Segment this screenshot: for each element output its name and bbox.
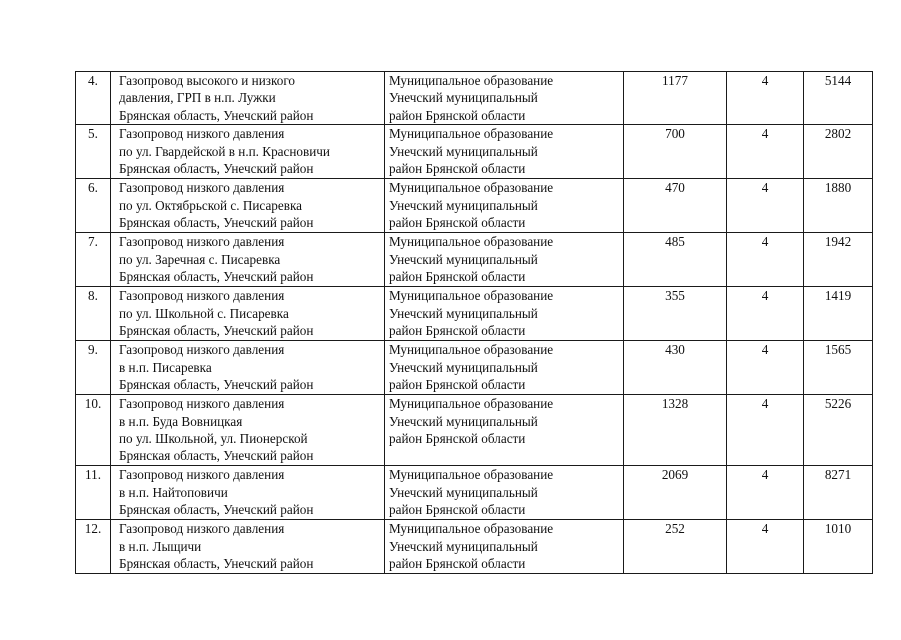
owner-line: Муниципальное образование	[389, 73, 554, 88]
object-name-line: Газопровод низкого давления	[119, 126, 285, 142]
owner-line: Муниципальное образование	[389, 180, 554, 196]
object-name-line: давления, ГРП в н.п. Лужки	[119, 90, 276, 106]
length-value: 700	[624, 125, 727, 179]
object-name-line: по ул. Школьной с. Писаревка	[119, 305, 289, 321]
table-row	[76, 72, 873, 125]
column-6-value: 5226	[804, 395, 873, 466]
object-name-line: Газопровод низкого давления	[119, 180, 285, 196]
owner-line: район Брянской области	[389, 431, 526, 447]
column-5-value: 4	[727, 233, 804, 287]
owner-line: Унечский муниципальный	[389, 90, 538, 106]
object-name-line: в н.п. Писаревка	[119, 359, 212, 375]
owner-line: район Брянской области	[389, 107, 526, 123]
length-value: 1328	[624, 395, 727, 466]
object-name	[111, 341, 385, 395]
object-name-line: в н.п. Найтоповичи	[119, 484, 228, 500]
length-value: 252	[624, 520, 727, 574]
column-6-value: 1942	[804, 233, 873, 287]
assets-table-body	[76, 72, 873, 574]
row-number: 5.	[76, 125, 111, 179]
column-6-value: 8271	[804, 466, 873, 520]
owner-line: Муниципальное образование	[389, 234, 554, 250]
owner-line: Унечский муниципальный	[389, 538, 538, 554]
length-value: 1177	[624, 72, 727, 125]
owner	[385, 341, 624, 395]
table-row	[76, 520, 873, 574]
row-number: 9.	[76, 341, 111, 395]
owner-line: Муниципальное образование	[389, 521, 554, 537]
object-name	[111, 287, 385, 341]
column-6-value: 1419	[804, 287, 873, 341]
owner	[385, 179, 624, 233]
column-5-value: 4	[727, 72, 804, 125]
owner-line: район Брянской области	[389, 269, 526, 285]
row-number: 8.	[76, 287, 111, 341]
table-row	[76, 395, 873, 466]
object-name	[111, 466, 385, 520]
object-name-line: Брянская область, Унечский район	[119, 269, 314, 285]
length-value: 470	[624, 179, 727, 233]
column-6-value: 5144	[804, 72, 873, 125]
object-name-line: Газопровод низкого давления	[119, 396, 285, 412]
column-5-value: 4	[727, 395, 804, 466]
object-name	[111, 233, 385, 287]
object-name-line: Газопровод низкого давления	[119, 521, 285, 537]
object-name-line: Брянская область, Унечский район	[119, 323, 314, 339]
object-name	[111, 72, 385, 125]
column-6-value: 1010	[804, 520, 873, 574]
owner	[385, 125, 624, 179]
table-row	[76, 179, 873, 233]
owner-line: район Брянской области	[389, 502, 526, 518]
length-value: 355	[624, 287, 727, 341]
table-row	[76, 125, 873, 179]
owner-line: Муниципальное образование	[389, 396, 554, 412]
object-name	[111, 395, 385, 466]
object-name-line: в н.п. Лыщичи	[119, 538, 202, 554]
row-number: 11.	[76, 466, 111, 520]
object-name-line: по ул. Школьной, ул. Пионерской	[119, 431, 308, 447]
table-row	[76, 287, 873, 341]
object-name-line: по ул. Заречная с. Писаревка	[119, 251, 281, 267]
owner	[385, 287, 624, 341]
owner-line: район Брянской области	[389, 215, 526, 231]
owner-line: Муниципальное образование	[389, 126, 554, 142]
object-name	[111, 520, 385, 574]
owner-line: район Брянской области	[389, 556, 526, 572]
object-name-line: Брянская область, Унечский район	[119, 215, 314, 231]
column-6-value: 2802	[804, 125, 873, 179]
owner-line: Унечский муниципальный	[389, 143, 538, 159]
row-number: 10.	[76, 395, 111, 466]
owner-line: Унечский муниципальный	[389, 305, 538, 321]
length-value: 2069	[624, 466, 727, 520]
row-number: 7.	[76, 233, 111, 287]
object-name-line: Газопровод низкого давления	[119, 234, 285, 250]
table-row	[76, 466, 873, 520]
owner	[385, 466, 624, 520]
object-name-line: Брянская область, Унечский район	[119, 448, 314, 464]
object-name-line: Брянская область, Унечский район	[119, 161, 314, 177]
owner-line: Муниципальное образование	[389, 342, 554, 358]
assets-table	[75, 71, 873, 574]
object-name-line: по ул. Октябрьской с. Писаревка	[119, 197, 303, 213]
object-name-line: Брянская область, Унечский район	[119, 556, 314, 572]
owner-line: Унечский муниципальный	[389, 484, 538, 500]
column-6-value: 1880	[804, 179, 873, 233]
owner-line: район Брянской области	[389, 161, 526, 177]
table-row	[76, 233, 873, 287]
column-6-value: 1565	[804, 341, 873, 395]
object-name	[111, 179, 385, 233]
owner-line: район Брянской области	[389, 323, 526, 339]
column-5-value: 4	[727, 466, 804, 520]
owner	[385, 520, 624, 574]
object-name-line: Брянская область, Унечский район	[119, 502, 314, 518]
row-number: 4.	[76, 72, 111, 125]
owner-line: Муниципальное образование	[389, 288, 554, 304]
column-5-value: 4	[727, 287, 804, 341]
object-name-line: Брянская область, Унечский район	[119, 107, 314, 123]
column-5-value: 4	[727, 179, 804, 233]
row-number: 12.	[76, 520, 111, 574]
table-row	[76, 341, 873, 395]
object-name-line: Газопровод низкого давления	[119, 342, 285, 358]
owner-line: Унечский муниципальный	[389, 197, 538, 213]
owner-line: район Брянской области	[389, 377, 526, 393]
row-number: 6.	[76, 179, 111, 233]
owner	[385, 395, 624, 466]
object-name-line: Брянская область, Унечский район	[119, 377, 314, 393]
owner-line: Унечский муниципальный	[389, 359, 538, 375]
owner	[385, 233, 624, 287]
owner	[385, 72, 624, 125]
column-5-value: 4	[727, 341, 804, 395]
owner-line: Муниципальное образование	[389, 467, 554, 483]
owner-line: Унечский муниципальный	[389, 413, 538, 429]
column-5-value: 4	[727, 520, 804, 574]
object-name-line: Газопровод высокого и низкого	[119, 73, 295, 88]
object-name-line: по ул. Гвардейской в н.п. Красновичи	[119, 143, 330, 159]
object-name-line: в н.п. Буда Вовницкая	[119, 413, 243, 429]
owner-line: Унечский муниципальный	[389, 251, 538, 267]
column-5-value: 4	[727, 125, 804, 179]
object-name	[111, 125, 385, 179]
object-name-line: Газопровод низкого давления	[119, 288, 285, 304]
length-value: 430	[624, 341, 727, 395]
length-value: 485	[624, 233, 727, 287]
object-name-line: Газопровод низкого давления	[119, 467, 285, 483]
